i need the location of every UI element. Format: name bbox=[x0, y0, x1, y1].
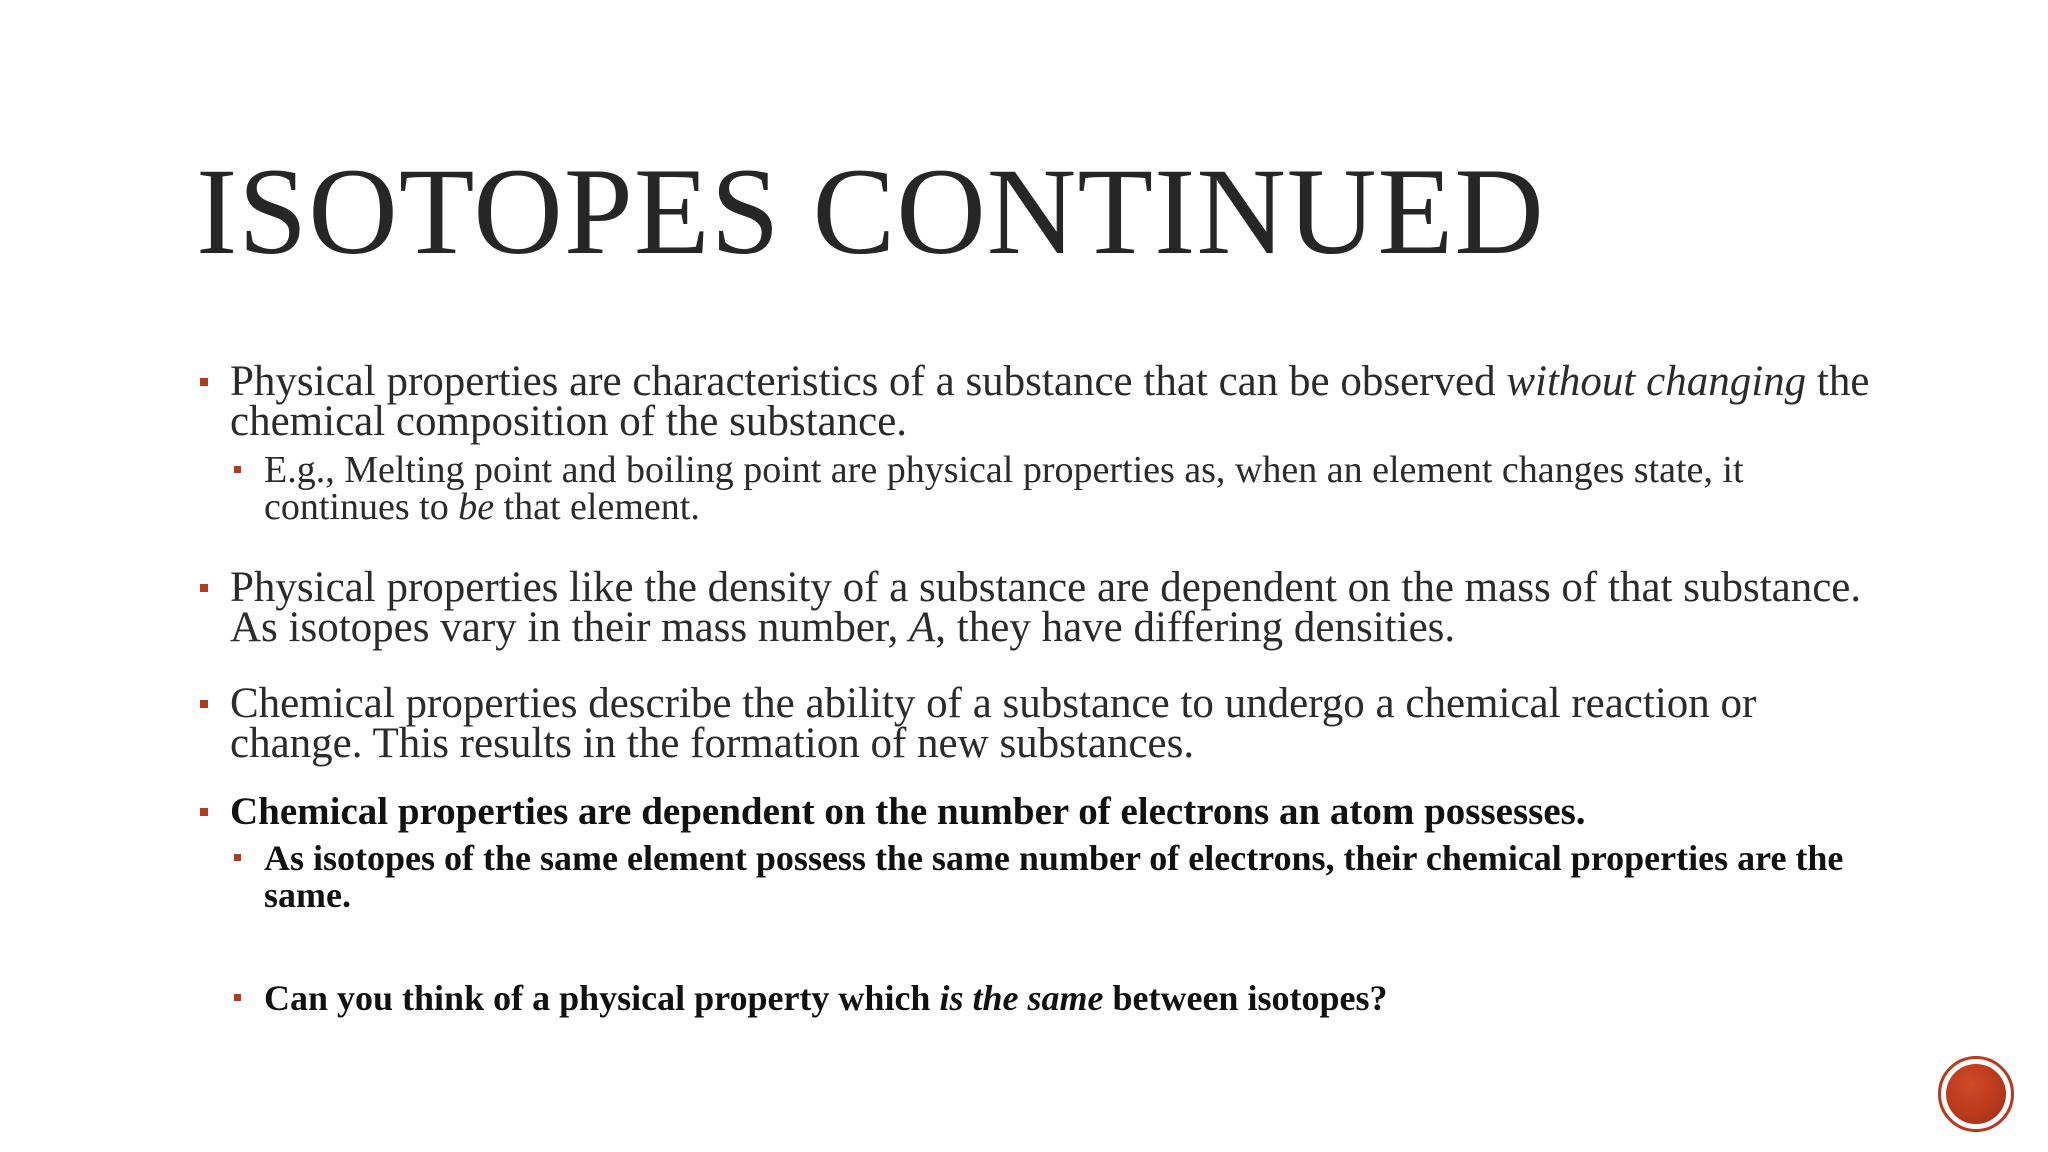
bullet-text: Can you think of a physical property which bbox=[264, 978, 940, 1018]
bullet-square-icon bbox=[234, 994, 241, 1001]
bullet-emphasis: is the same bbox=[939, 978, 1104, 1018]
slide-content bbox=[196, 358, 1896, 1018]
bullet-text: As isotopes of the same element possess the same number of electrons, their chemical properties are the same. bbox=[264, 838, 1844, 915]
bullet-text: Chemical properties describe the ability of a substance to undergo a chemical reaction or change. This results in the formation of new substances. bbox=[230, 680, 1757, 767]
bullet-density-mass bbox=[196, 564, 1896, 651]
bullet-text: between isotopes? bbox=[1103, 978, 1388, 1018]
bullet-square-icon bbox=[200, 700, 208, 708]
bullet-square-icon bbox=[234, 854, 241, 861]
bullet-emphasis: A bbox=[909, 604, 936, 651]
sub-bullet-question bbox=[230, 980, 1896, 1017]
bullet-chemical-properties-definition bbox=[196, 680, 1896, 767]
sub-bullet-same-electrons bbox=[230, 840, 1896, 914]
bullet-square-icon bbox=[200, 808, 208, 816]
slide-title: ISOTOPES CONTINUED bbox=[196, 143, 1545, 280]
bullet-text: that element. bbox=[494, 486, 700, 528]
bullet-text: , they have differing densities. bbox=[935, 604, 1456, 651]
bullet-square-icon bbox=[234, 466, 241, 473]
bullet-chemical-electrons bbox=[196, 792, 1896, 832]
bullet-text: E.g., Melting point and boiling point are physical properties as, when an element changes state, it continues to bbox=[264, 449, 1744, 528]
sub-bullet-melting-boiling-example bbox=[230, 449, 1896, 528]
bullet-emphasis: be bbox=[458, 486, 495, 528]
logo-seal-icon bbox=[1946, 1064, 2006, 1124]
slide-logo-icon bbox=[1938, 1056, 2014, 1132]
bullet-physical-properties-definition bbox=[196, 358, 1896, 445]
bullet-text: Physical properties like the density of a substance are dependent on the mass of that substance. As isotopes vary in their mass number, bbox=[230, 564, 1862, 651]
bullet-square-icon bbox=[200, 378, 208, 386]
bullet-square-icon bbox=[200, 584, 208, 592]
bullet-text: Chemical properties are dependent on the number of electrons an atom possesses. bbox=[230, 790, 1586, 833]
bullet-emphasis: without changing bbox=[1506, 358, 1807, 405]
bullet-text: Physical properties are characteristics of a substance that can be observed bbox=[230, 358, 1507, 405]
bullet-text: the chemical composition of the substance. bbox=[230, 358, 1870, 445]
